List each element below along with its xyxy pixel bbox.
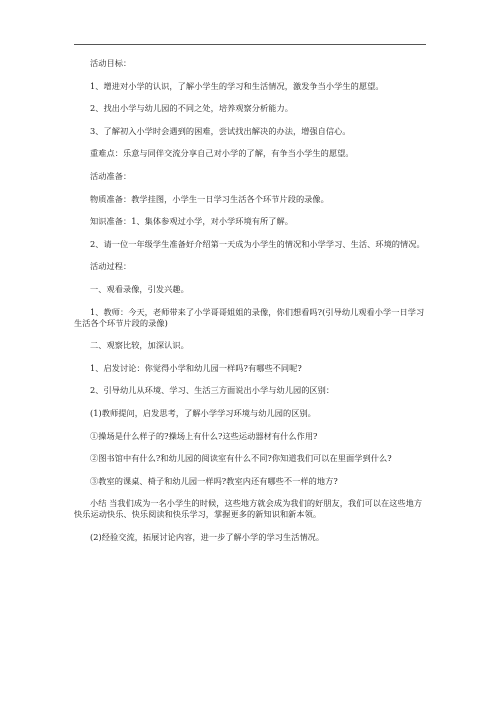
- process-step-2-sub-2: (2)经验交流，拓展讨论内容，进一步了解小学的学习生活情况。: [90, 531, 325, 542]
- objective-1: 1、增进对小学的认识，了解小学生的学习和生活情况，激发争当小学生的愿望。: [90, 80, 384, 91]
- section-heading-objectives: 活动目标：: [90, 58, 132, 68]
- question-3: ③教室的课桌、椅子和幼儿园一样吗?教室内还有哪些不一样的地方?: [90, 475, 338, 486]
- key-points: 重难点：乐意与同伴交流分享自己对小学的了解，有争当小学生的愿望。: [90, 148, 354, 159]
- question-2: ②图书馆中有什么?和幼儿园的阅读室有什么不同?你知道我们可以在里面学到什么?: [90, 453, 392, 464]
- process-step-2-item-2: 2、引导幼儿从环境、学习、生活三方面说出小学与幼儿园的区别：: [90, 385, 335, 396]
- header-rule: [74, 44, 426, 45]
- process-step-1-item-1: 1、教师：今天，老师带来了小学哥哥姐姐的录像，你们想看吗?(引导幼儿观看小学一日学习生活各个环节片段的录像): [74, 306, 425, 328]
- process-step-1-title: 一、观看录像，引发兴趣。: [90, 283, 189, 294]
- process-step-2-item-1: 1、启发讨论：你觉得小学和幼儿园一样吗?有哪些不同呢?: [90, 362, 302, 373]
- section-heading-process: 活动过程：: [90, 261, 132, 272]
- knowledge-preparation-1: 知识准备：1、集体参观过小学，对小学环境有所了解。: [90, 216, 293, 227]
- section-heading-preparation: 活动准备：: [90, 170, 132, 181]
- process-step-2-title: 二、观察比较，加深认识。: [90, 340, 189, 351]
- question-1: ①操场是什么样子的?操场上有什么?这些运动器材有什么作用?: [90, 430, 318, 441]
- objective-2: 2、找出小学与幼儿园的不同之处，培养观察分析能力。: [90, 103, 293, 114]
- objective-3: 3、了解初入小学时会遇到的困难，尝试找出解决的办法，增强自信心。: [90, 125, 351, 136]
- summary: 小结 当我们成为一名小学生的时候，这些地方就会成为我们的好朋友，我们可以在这些地方快乐运动快乐、快乐阅读和快乐学习，掌握更多的新知识和新本领。: [74, 498, 423, 520]
- material-preparation: 物质准备：教学挂图，小学生一日学习生活各个环节片段的录像。: [90, 193, 329, 204]
- document-body: [74, 58, 428, 554]
- process-step-2-sub-1: (1)教师提问，启发思考，了解小学学习环境与幼儿园的区别。: [90, 407, 316, 418]
- knowledge-preparation-2: 2、请一位一年级学生准备好介绍第一天成为小学生的情况和小学学习、生活、环境的情况。: [90, 238, 425, 249]
